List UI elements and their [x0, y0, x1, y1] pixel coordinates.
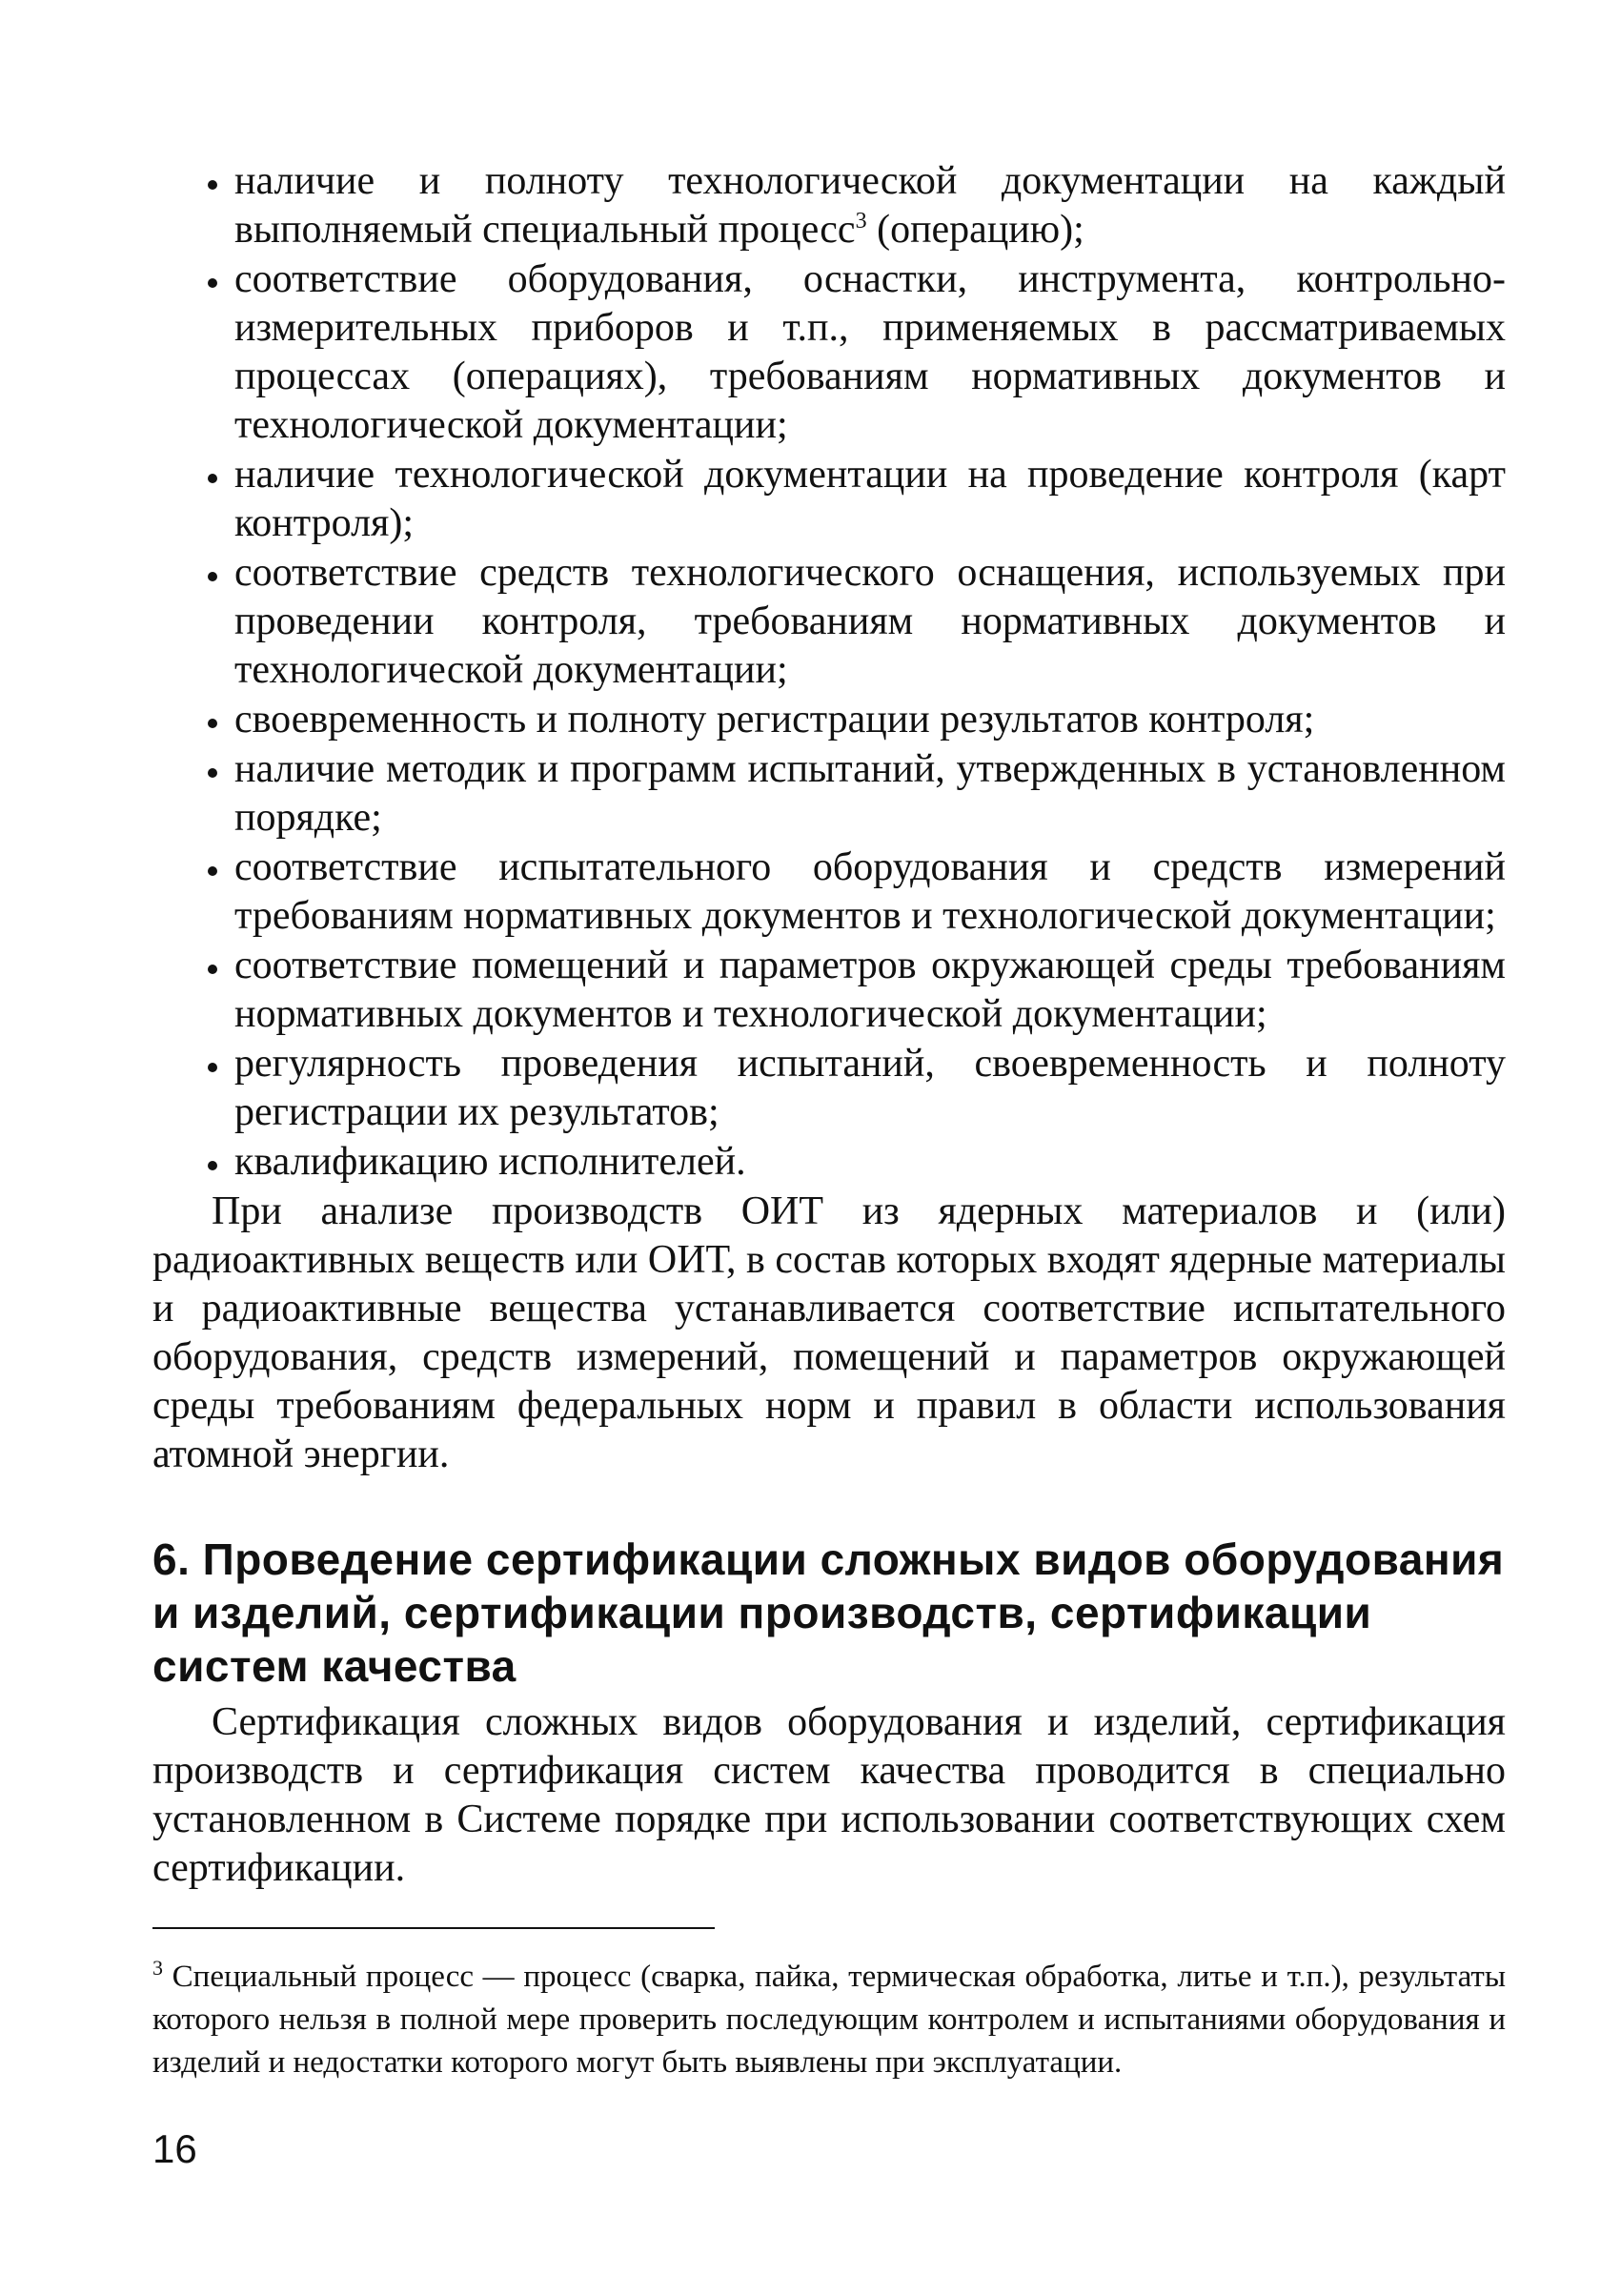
- footnote-divider: [152, 1927, 715, 1929]
- list-item: [152, 255, 1506, 450]
- bullet-icon: [208, 768, 217, 778]
- list-item: [152, 1040, 1506, 1137]
- list-item: [152, 942, 1506, 1039]
- footnote: [152, 1956, 1506, 2084]
- body-paragraph: Сертификация сложных видов оборудования и изделий, сертификация производств и сертификация систем качества проводится в специально установленном в Системе порядке при использовании соответствующих схем сертификации.: [152, 1700, 1506, 1890]
- list-item: [152, 451, 1506, 548]
- bullet-icon: [208, 278, 217, 288]
- list-item: [152, 843, 1506, 941]
- page-content: [152, 157, 1506, 2084]
- list-item-text: регулярность проведения испытаний, своевременность и полноту регистрации их результатов;: [234, 1042, 1506, 1134]
- list-item-text: наличие и полноту технологической документации на каждый выполняемый специальный процесс: [234, 159, 1506, 252]
- bullet-icon: [208, 866, 217, 876]
- footnote-marker: 3: [152, 1956, 163, 1980]
- list-item: [152, 1138, 1506, 1187]
- requirements-list: [152, 157, 1506, 1187]
- list-item-text: соответствие средств технологического оснащения, используемых при проведении контроля, требованиям нормативных документов и технологической документации;: [234, 551, 1506, 692]
- list-item-text: наличие технологической документации на проведение контроля (карт контроля);: [234, 453, 1506, 545]
- list-item: [152, 549, 1506, 695]
- bullet-icon: [208, 965, 217, 974]
- list-item-text: соответствие испытательного оборудования и средств измерений требованиям нормативных документов и технологической документации;: [234, 845, 1506, 938]
- page-number: 16: [152, 2126, 197, 2171]
- footnote-reference: 3: [855, 209, 867, 234]
- list-item: [152, 696, 1506, 744]
- list-item: [152, 745, 1506, 843]
- bullet-icon: [208, 474, 217, 483]
- bullet-icon: [208, 719, 217, 728]
- bullet-icon: [208, 1161, 217, 1170]
- list-item-text: своевременность и полноту регистрации результатов контроля;: [234, 698, 1315, 742]
- list-item-text-end: (операцию);: [866, 208, 1084, 252]
- bullet-icon: [208, 1063, 217, 1072]
- list-item-text: наличие методик и программ испытаний, утвержденных в установленном порядке;: [234, 747, 1506, 840]
- footnote-text: Специальный процесс — процесс (сварка, пайка, термическая обработка, литье и т.п.), результаты которого нельзя в полной мере проверить последующим контролем и испытаниями оборудования и изделий и недостатки которого могут быть выявлены при эксплуатации.: [152, 1960, 1506, 2080]
- body-paragraph: При анализе производств ОИТ из ядерных материалов и (или) радиоактивных веществ или ОИТ, в состав которых входят ядерные материалы и радиоактивные вещества устанавливается соответствие испытательного оборудования, средств измерений, помещений и параметров окружающей среды требованиям федеральных норм и правил в области использования атомной энергии.: [152, 1189, 1506, 1476]
- list-item-text: соответствие оборудования, оснастки, инструмента, контрольно-измерительных приборов и т.п., применяемых в рассматриваемых процессах (операциях), требованиям нормативных документов и технологической документации;: [234, 257, 1506, 447]
- section-heading: 6. Проведение сертификации сложных видов оборудования и изделий, сертификации производств, сертификации систем качества: [152, 1534, 1505, 1691]
- list-item-text: квалификацию исполнителей.: [234, 1140, 746, 1184]
- bullet-icon: [208, 572, 217, 581]
- list-item-text: соответствие помещений и параметров окружающей среды требованиям нормативных документов и технологической документации;: [234, 944, 1506, 1036]
- list-item: [152, 157, 1506, 254]
- bullet-icon: [208, 180, 217, 190]
